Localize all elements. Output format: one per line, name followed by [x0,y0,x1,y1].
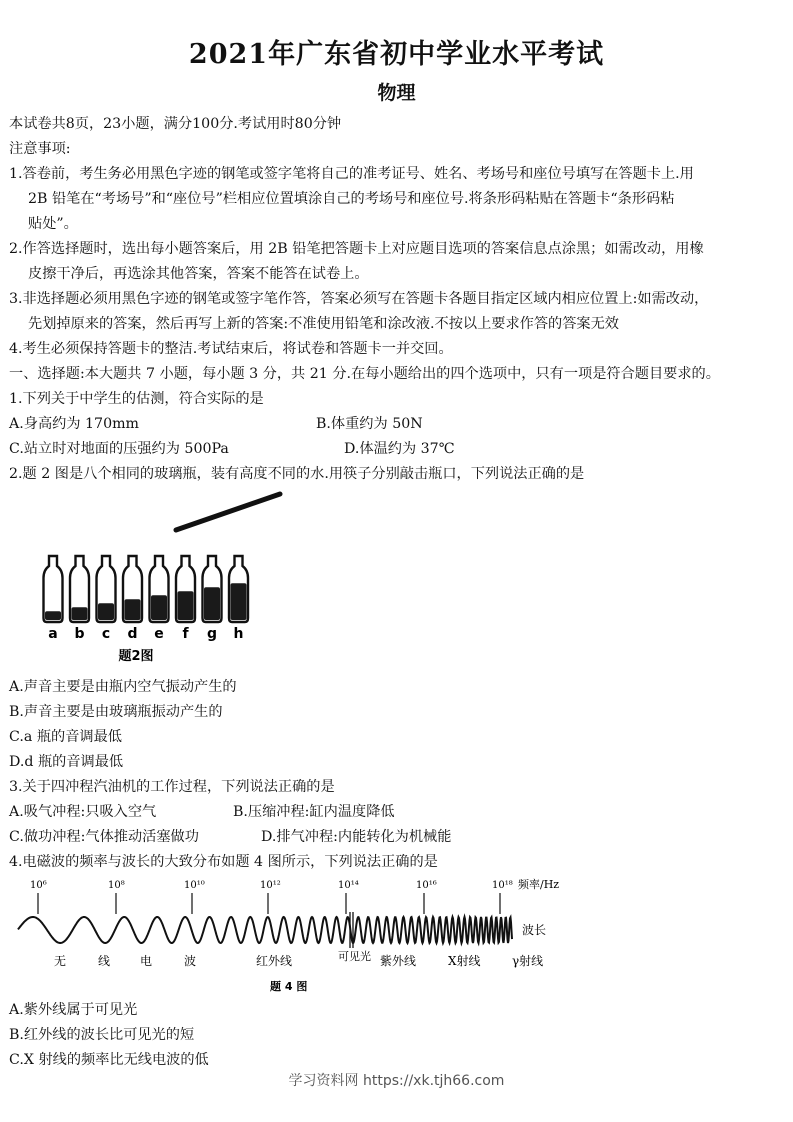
bottle-label-f: f [182,626,189,642]
exam-title: 2021年广东省初中学业水平考试 [188,39,605,70]
q3-stem: 3.关于四冲程汽油机的工作过程，下列说法正确的是 [9,779,335,795]
q4-figure-spectrum [12,872,572,997]
note-1-line-2: 2B 铅笔在“考场号”和“座位号”栏相应位置填涂自己的考场号和座位号.将条形码粘贴在答题卡“条形码粘 [28,191,675,207]
freq-tick-label-2: 10¹⁰ [184,880,205,891]
bottle-label-d: d [127,626,138,642]
note-1-line-3: 贴处”。 [28,216,78,232]
bottle-label-e: e [154,626,164,642]
frequency-ticks [30,880,513,914]
bottle-row [44,556,249,622]
bottle-label-h: h [233,626,244,642]
q4-stem: 4.电磁波的频率与波长的大致分布如题 4 图所示，下列说法正确的是 [9,854,438,870]
freq-tick-label-3: 10¹² [260,880,281,891]
wave-curve [18,917,512,943]
bottle-labels [48,626,243,642]
q4-caption: 题 4 图 [270,980,308,993]
freq-tick-label-5: 10¹⁶ [416,880,437,891]
note-3-line-2: 先划掉原来的答案，然后再写上新的答案:不准使用铅笔和涂改液.不按以上要求作答的答案无效 [28,316,619,332]
q2-option-a: A.声音主要是由瓶内空气振动产生的 [9,679,237,695]
band-radio-4: 波 [184,954,197,968]
water-b [72,607,88,620]
note-2-line-1: 2.作答选择题时，选出每小题答案后，用 2B 铅笔把答题卡上对应题目选项的答案信息点涂黑；如需改动，用橡 [9,241,704,257]
site-footer: 学习资料网 https://xk.tjh66.com [288,1073,505,1089]
note-2-line-2: 皮擦干净后，再选涂其他答案，答案不能答在试卷上。 [28,266,369,282]
water-f [178,591,194,620]
note-1-line-1: 1.答卷前，考生务必用黑色字迹的钢笔或签字笔将自己的准考证号、姓名、考场号和座位号填写在答题卡上.用 [9,166,694,182]
band-radio-3: 电 [140,954,153,968]
notice-title: 注意事项: [9,141,71,157]
band-radio-2: 线 [98,954,111,968]
bottle-label-c: c [101,626,111,642]
band-visible: 可见光 [338,950,371,963]
chopstick [176,494,280,530]
water-a [45,611,61,620]
bottle-label-a: a [48,626,58,642]
frequency-axis-label: 频率/Hz [518,878,560,891]
freq-tick-label-0: 10⁶ [30,880,47,891]
q2-figure-bottles [30,490,290,670]
water-h [231,583,247,620]
q2-caption: 题2图 [118,649,154,664]
band-uv: 紫外线 [380,954,417,968]
band-gamma: γ射线 [512,954,544,968]
q4-option-b: B.红外线的波长比可见光的短 [9,1027,195,1043]
water-d [125,599,141,620]
q2-stem: 2.题 2 图是八个相同的玻璃瓶，装有高度不同的水.用筷子分别敲击瓶口，下列说法正确的是 [9,466,585,482]
section-1-heading: 一、选择题:本大题共 7 小题，每小题 3 分，共 21 分.在每小题给出的四个选项中，只有一项是符合题目要求的。 [9,366,720,382]
water-e [151,595,167,620]
q2-option-b: B.声音主要是由玻璃瓶振动产生的 [9,704,223,720]
q2-option-d: D.d 瓶的音调最低 [9,754,124,770]
q3-option-d: D.排气冲程:内能转化为机械能 [261,829,452,845]
q3-option-a: A.吸气冲程:只吸入空气 [9,804,157,820]
q1-option-b: B.体重约为 50N [316,416,423,432]
note-4: 4.考生必须保持答题卡的整洁.考试结束后，将试卷和答题卡一并交回。 [9,341,453,357]
water-c [98,603,114,620]
band-xray: X射线 [448,954,481,968]
note-3-line-1: 3.非选择题必须用黑色字迹的钢笔或签字笔作答，答案必须写在答题卡各题目指定区域内相应位置上:如需改动， [9,291,709,307]
bottle-label-g: g [206,626,218,642]
freq-tick-label-4: 10¹⁴ [338,880,359,891]
q3-option-c: C.做功冲程:气体推动活塞做功 [9,829,199,845]
wavelength-label: 波长 [522,923,547,937]
q2-option-c: C.a 瓶的音调最低 [9,729,122,745]
subject-title: 物理 [377,82,416,104]
band-radio-1: 无 [54,954,67,968]
q1-option-d: D.体温约为 37℃ [344,441,455,457]
q3-option-b: B.压缩冲程:缸内温度降低 [233,804,395,820]
q4-option-c: C.X 射线的频率比无线电波的低 [9,1052,209,1068]
water-g [204,587,220,620]
q1-option-a: A.身高约为 170mm [9,416,140,432]
q1-stem: 1.下列关于中学生的估测，符合实际的是 [9,391,264,407]
q1-option-c: C.站立时对地面的压强约为 500Pa [9,441,229,457]
bottle-label-b: b [74,626,85,642]
exam-intro: 本试卷共8页，23小题，满分100分.考试用时80分钟 [9,116,342,132]
freq-tick-label-1: 10⁸ [108,880,125,891]
q4-option-a: A.紫外线属于可见光 [9,1002,138,1018]
freq-tick-label-6: 10¹⁸ [492,880,513,891]
band-infrared: 红外线 [256,954,293,968]
